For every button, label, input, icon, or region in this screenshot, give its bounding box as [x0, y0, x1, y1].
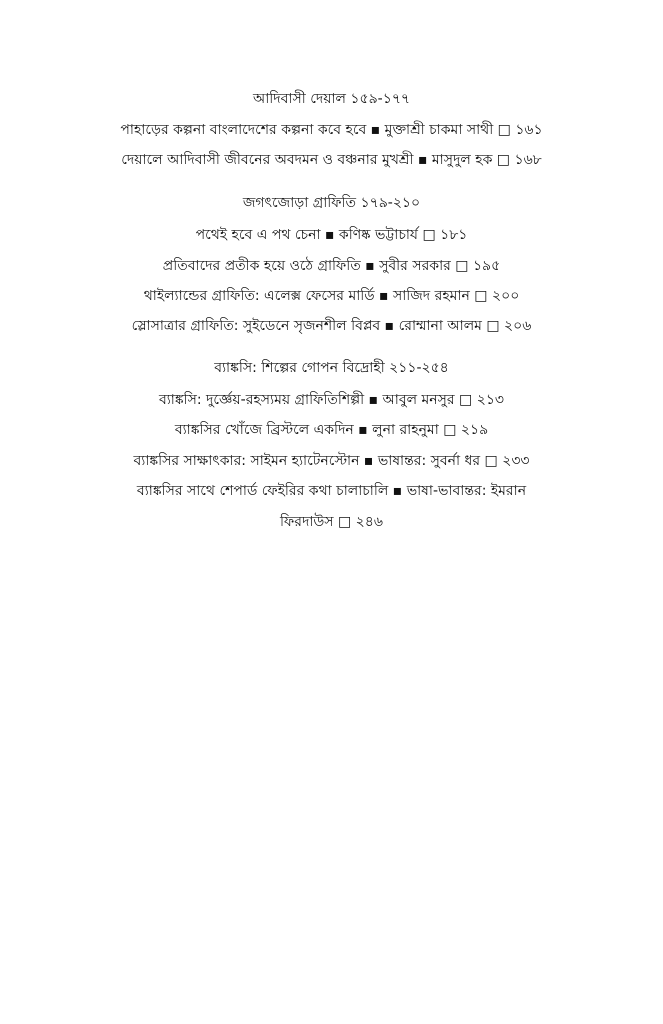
toc-entry: স্লোসাত্রার গ্রাফিতি: সুইডেনে সৃজনশীল বিপ্লব ▪ রোম্মানা আলম □ ২০৬	[131, 318, 532, 334]
toc-entry: ব্যাঙ্কসির খোঁজে ব্রিস্টলে একদিন ▪ লুনা রাহনুমা □ ২১৯	[174, 422, 489, 438]
toc-entry: থাইল্যান্ডের গ্রাফিতি: এলেক্স ফেসের মার্ডি ▪ সাজিদ রহমান □ ২০০	[143, 288, 520, 304]
toc-entry: প্রতিবাদের প্রতীক হয়ে ওঠে গ্রাফিতি ▪ সুবীর সরকার □ ১৯৫	[162, 258, 501, 274]
section-heading: ব্যাঙ্কসি: শিল্পের গোপন বিদ্রোহী ২১১-২৫৪	[214, 360, 449, 376]
section-heading: জগৎজোড়া গ্রাফিতি ১৭৯-২১০	[242, 195, 421, 211]
toc-entry-continuation: ফিরদাউস □ ২৪৬	[280, 514, 383, 530]
toc-entry: ব্যাঙ্কসির সাথে শেপার্ড ফেইরির কথা চালাচালি ▪ ভাষা-ভাবান্তর: ইমরান	[136, 483, 527, 499]
toc-entry: পাহাড়ের কল্পনা বাংলাদেশের কল্পনা কবে হবে ▪ মুক্তাশ্রী চাকমা সাথী □ ১৬১	[120, 122, 543, 138]
toc-entry: দেয়ালে আদিবাসী জীবনের অবদমন ও বঞ্চনার মুখশ্রী ▪ মাসুদুল হক □ ১৬৮	[121, 152, 542, 168]
section-heading: আদিবাসী দেয়াল ১৫৯-১৭৭	[252, 91, 411, 107]
toc-entry: ব্যাঙ্কসির সাক্ষাৎকার: সাইমন হ্যাটেনস্টোন ▪ ভাষান্তর: সুবর্না ধর □ ২৩৩	[133, 453, 530, 469]
toc-entry: ব্যাঙ্কসি: দুর্জ্ঞেয়-রহস্যময় গ্রাফিতিশিল্পী ▪ আবুল মনসুর □ ২১৩	[158, 392, 505, 408]
toc-entry: পথেই হবে এ পথ চেনা ▪ কণিষ্ক ভট্টাচার্য □ ১৮১	[195, 227, 468, 243]
